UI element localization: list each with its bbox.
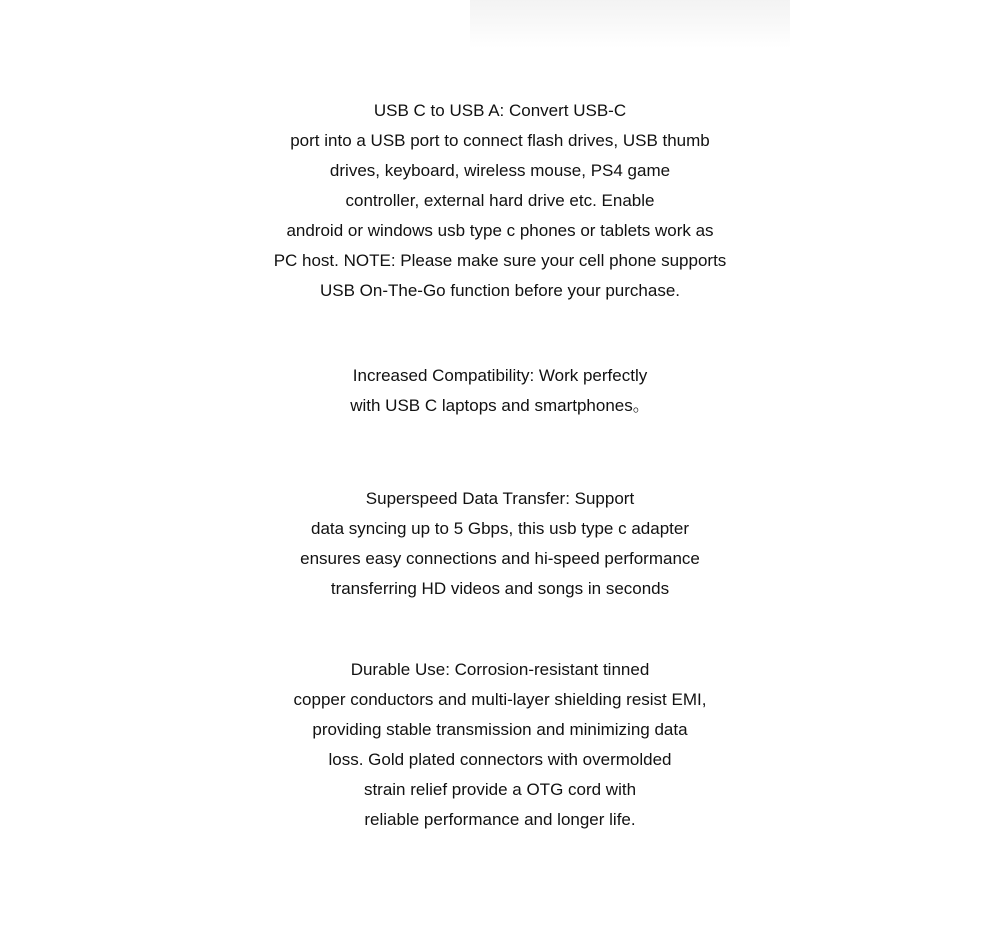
paragraph-line: Superspeed Data Transfer: Support: [365, 489, 635, 508]
paragraph-line: transferring HD videos and songs in seconds: [330, 579, 670, 598]
paragraph-line: USB On-The-Go function before your purchase.: [319, 281, 680, 300]
paragraph-line: PC host. NOTE: Please make sure your cell phone supports: [273, 251, 727, 270]
paragraph-line: Durable Use: Corrosion-resistant tinned: [350, 660, 650, 679]
paragraph-line: loss. Gold plated connectors with overmolded: [328, 750, 672, 769]
paragraph-line: data syncing up to 5 Gbps, this usb type c adapter: [310, 519, 689, 538]
paragraph-line: strain relief provide a OTG cord with: [363, 780, 637, 799]
top-shadow-decoration: [470, 0, 790, 48]
paragraph-line: reliable performance and longer life.: [364, 810, 636, 829]
paragraph-line: android or windows usb type c phones or tablets work as: [286, 221, 714, 240]
paragraph-line: USB C to USB A: Convert USB-C: [373, 101, 627, 120]
paragraph-line: ensures easy connections and hi-speed performance: [300, 549, 700, 568]
paragraph-line: controller, external hard drive etc. Enable: [345, 191, 655, 210]
paragraph-line: Increased Compatibility: Work perfectly: [352, 366, 648, 385]
paragraph-line: drives, keyboard, wireless mouse, PS4 game: [329, 161, 671, 180]
paragraph-line: copper conductors and multi-layer shielding resist EMI,: [293, 690, 707, 709]
paragraph-line: with USB C laptops and smartphones。: [350, 396, 650, 415]
paragraph-line: port into a USB port to connect flash drives, USB thumb: [290, 131, 710, 150]
paragraph-line: providing stable transmission and minimizing data: [312, 720, 688, 739]
